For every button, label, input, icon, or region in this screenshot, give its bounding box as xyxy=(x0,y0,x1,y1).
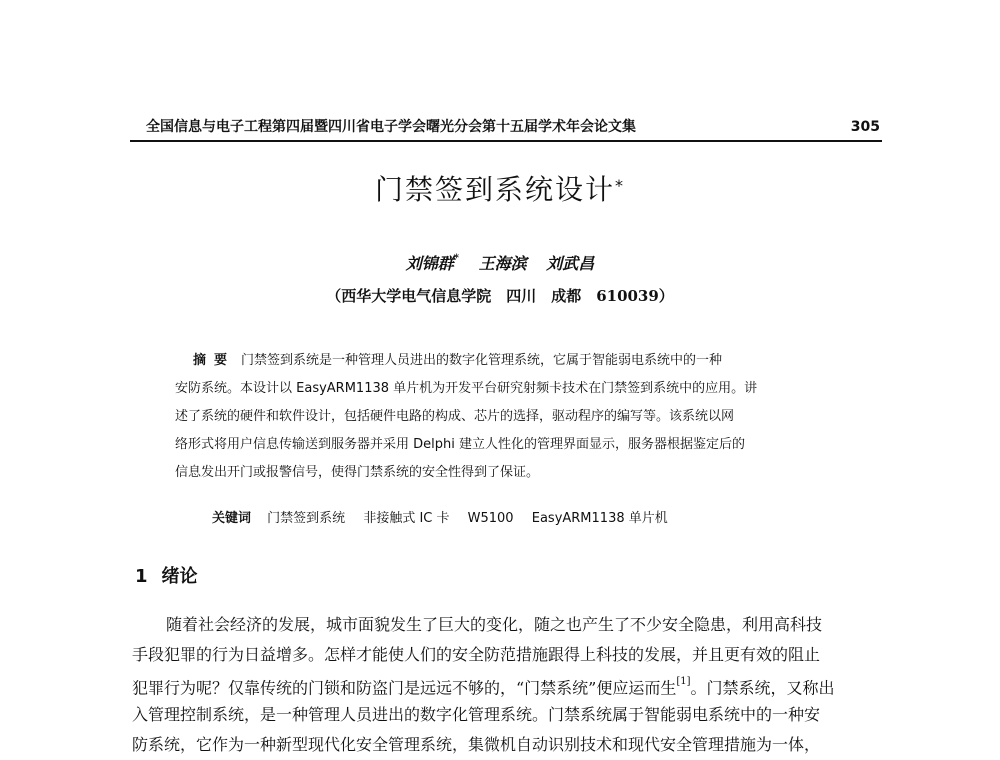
keywords xyxy=(212,508,682,530)
abstract-line xyxy=(175,347,835,375)
section-body xyxy=(132,610,884,760)
abstract-line: 信息发出开门或报警信号，使得门禁系统的安全性得到了保证。 xyxy=(175,465,540,480)
body-line: 手段犯罪的行为日益增多。怎样才能使人们的安全防范措施跟得上科技的发展，并且更有效的阻止 xyxy=(132,645,821,664)
abstract xyxy=(175,347,835,487)
author-name: 刘锦群 xyxy=(405,254,454,274)
citation-ref: [1] xyxy=(676,676,691,687)
author-name: 刘武昌 xyxy=(546,254,595,274)
body-line-text: 犯罪行为呢？仅靠传统的门锁和防盗门是远远不够的，“门禁系统”便应运而生 xyxy=(132,678,677,698)
page-number: 305 xyxy=(850,119,880,135)
keyword: 门禁签到系统 xyxy=(267,511,346,526)
journal-title: 全国信息与电子工程第四届暨四川省电子学会曙光分会第十五届学术年会论文集 xyxy=(146,119,636,135)
author-name: 王海滨 xyxy=(478,254,527,274)
title-footnote-mark: * xyxy=(615,176,625,195)
body-line: 入管理控制系统，是一种管理人员进出的数字化管理系统。门禁系统属于智能弱电系统中的一种安 xyxy=(132,705,821,724)
abstract-label: 摘要 xyxy=(193,353,236,368)
section-title: 绪论 xyxy=(161,566,198,587)
body-line-tail: 。门禁系统，又称出 xyxy=(690,678,835,698)
running-header xyxy=(130,118,882,142)
abstract-line: 络形式将用户信息传输送到服务器并采用 Delphi 建立人性化的管理界面显示，服务器根据鉴定后的 xyxy=(175,437,745,452)
keyword: W5100 xyxy=(467,511,514,526)
author-2 xyxy=(479,254,527,273)
affiliation: （西华大学电气信息学院 四川 成都 610039） xyxy=(326,287,674,305)
body-line: 随着社会经济的发展，城市面貌发生了巨大的变化，随之也产生了不少安全隐患，利用高科技 xyxy=(166,615,823,634)
paper-title xyxy=(0,172,1000,208)
author-3 xyxy=(546,254,594,273)
keyword: 非接触式 IC 卡 xyxy=(363,511,450,526)
keywords-label: 关键词 xyxy=(212,511,252,526)
section-heading xyxy=(135,564,198,590)
body-line xyxy=(132,670,884,700)
author-1 xyxy=(406,254,459,273)
abstract-line: 安防系统。本设计以 EasyARM1138 单片机为开发平台研究射频卡技术在门禁签到系统中的应用。讲 xyxy=(175,381,758,396)
author-mark: * xyxy=(453,253,460,264)
section-number: 1 xyxy=(135,566,148,587)
abstract-line-text: 门禁签到系统是一种管理人员进出的数字化管理系统，它属于智能弱电系统中的一种 xyxy=(241,353,723,368)
body-line: 防系统，它作为一种新型现代化安全管理系统，集微机自动识别技术和现代安全管理措施为一体， xyxy=(132,735,821,754)
keyword: EasyARM1138 单片机 xyxy=(531,511,668,526)
abstract-line: 述了系统的硬件和软件设计，包括硬件电路的构成、芯片的选择，驱动程序的编写等。该系统以网 xyxy=(175,409,735,424)
paper-title-text: 门禁签到系统设计 xyxy=(374,173,615,206)
author-list xyxy=(0,250,1000,275)
